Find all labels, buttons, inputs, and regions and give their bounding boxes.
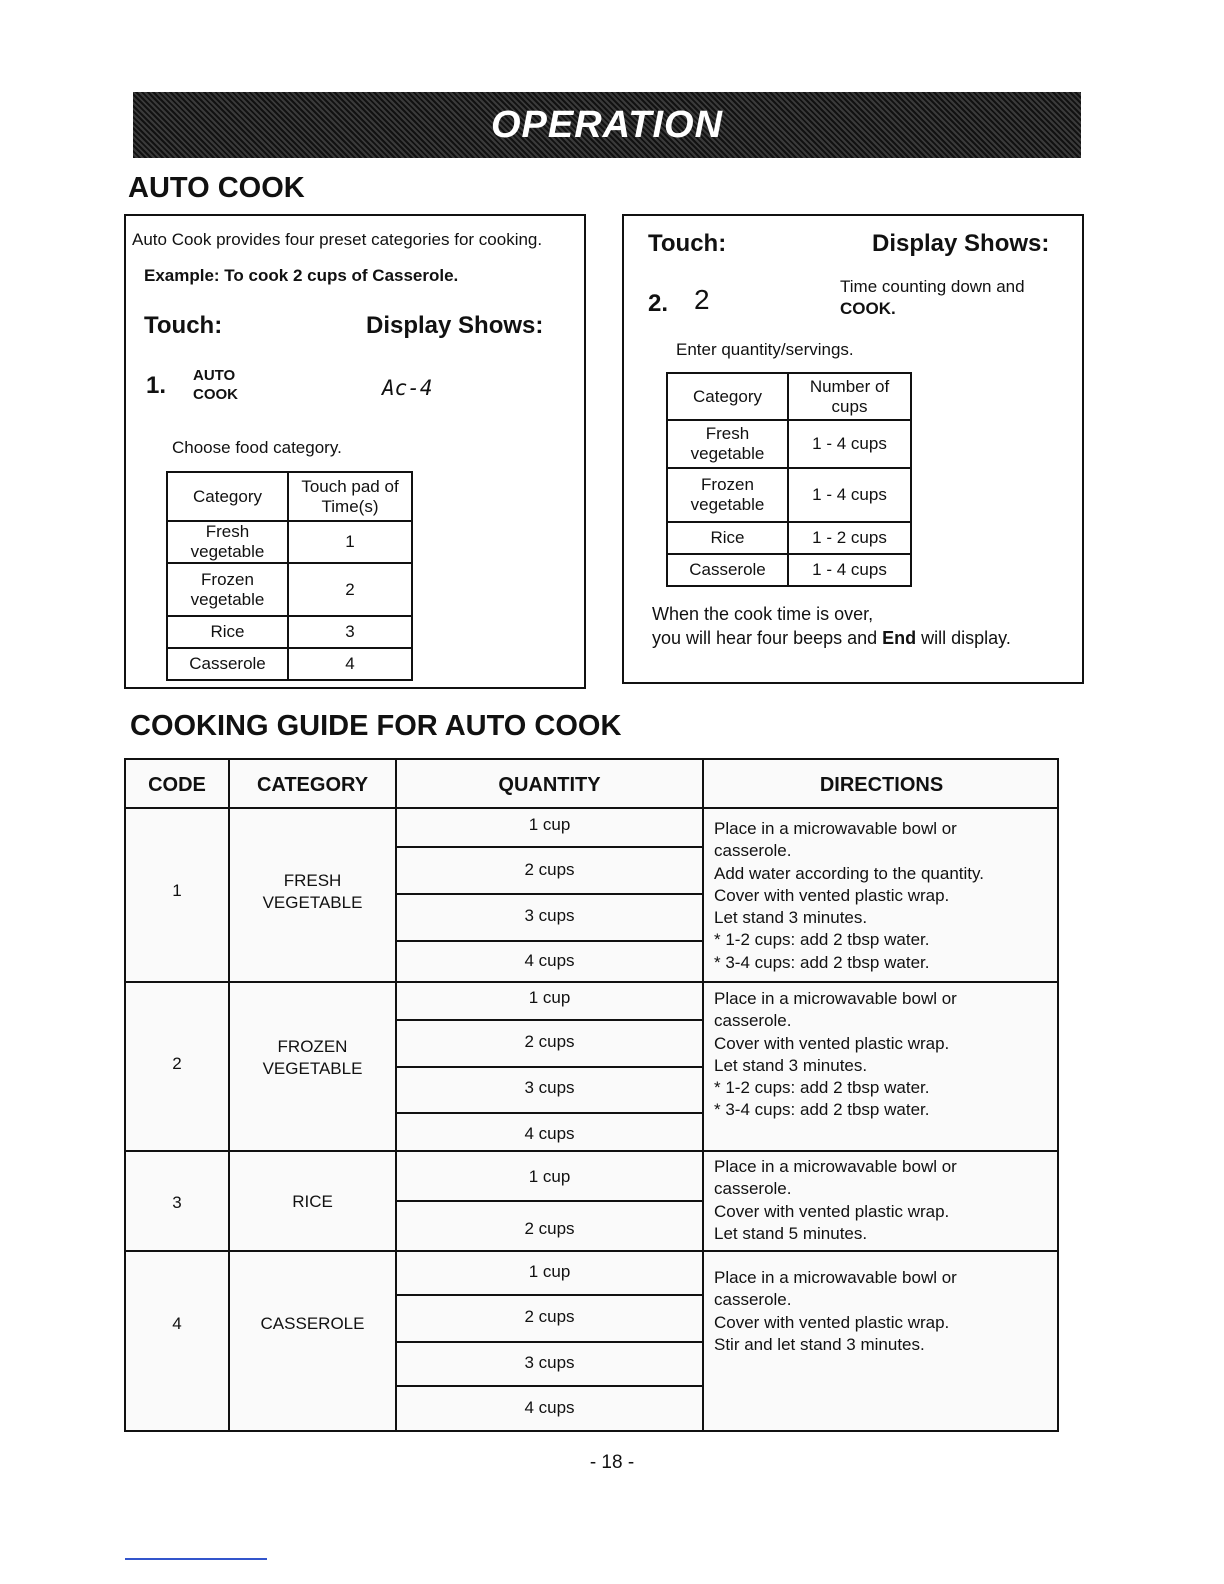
table-header: Category xyxy=(167,472,288,521)
end-message-pre: you will hear four beeps and xyxy=(652,628,883,648)
quantity-divider xyxy=(396,1341,702,1343)
category-line: CASSEROLE xyxy=(260,1314,365,1333)
direction-line: Place in a microwavable bowl or xyxy=(714,1157,957,1176)
direction-line: * 3-4 cups: add 2 tbsp water. xyxy=(714,952,930,972)
step2-number: 2. xyxy=(648,290,669,317)
quantity-cell: 2 cups xyxy=(524,860,575,879)
page-number: - 18 - xyxy=(589,1452,635,1473)
directions-cell xyxy=(714,1156,957,1245)
quantity-divider xyxy=(396,846,702,848)
auto-cook-key-line1: AUTO xyxy=(193,367,236,384)
quantity-divider xyxy=(396,1385,702,1387)
header-code: CODE xyxy=(148,774,206,796)
quantity-divider xyxy=(396,1019,702,1021)
quantity-cell: 3 cups xyxy=(524,906,575,925)
quantity-cell: 4 cups xyxy=(524,1124,575,1143)
header-quantity: QUANTITY xyxy=(498,774,601,796)
auto-cook-key xyxy=(193,366,238,404)
quantity-divider xyxy=(396,940,702,942)
quantity-cell: 4 cups xyxy=(524,1398,575,1417)
table-cell: Frozen vegetable xyxy=(667,468,788,522)
table-cell: 1 xyxy=(288,521,412,563)
direction-line: Add water according to the quantity. xyxy=(714,863,984,883)
category-line: FRESH xyxy=(283,871,342,890)
category-line: FROZEN xyxy=(277,1037,348,1056)
choose-category-text: Choose food category. xyxy=(172,438,342,457)
category-touchpad-table xyxy=(166,471,413,681)
example-text: Example: To cook 2 cups of Casserole. xyxy=(144,266,459,285)
table-cell: Frozen vegetable xyxy=(167,563,288,616)
category-line: RICE xyxy=(292,1192,333,1211)
table-header: Category xyxy=(667,373,788,420)
table-cell: Rice xyxy=(167,616,288,648)
direction-line: casserole. xyxy=(714,1290,792,1310)
directions-cell xyxy=(714,1267,957,1356)
direction-line: Cover with vented plastic wrap. xyxy=(714,1201,950,1221)
step2-key: 2 xyxy=(694,284,710,315)
quantity-divider xyxy=(396,1200,702,1202)
quantity-divider xyxy=(396,1066,702,1068)
category-cups-table xyxy=(666,372,912,587)
quantity-cell: 2 cups xyxy=(524,1219,575,1238)
table-cell: 2 xyxy=(288,563,412,616)
code-cell: 4 xyxy=(172,1314,182,1333)
header-category: CATEGORY xyxy=(256,774,369,796)
quantity-cell: 1 cup xyxy=(528,815,571,834)
quantity-cell: 1 cup xyxy=(528,1167,571,1186)
directions-cell xyxy=(714,988,957,1122)
intro-text: Auto Cook provides four preset categories for cooking. xyxy=(132,230,543,249)
end-message-line1: When the cook time is over, xyxy=(652,604,874,624)
footer-rule xyxy=(125,1558,267,1560)
guide-title: COOKING GUIDE FOR AUTO COOK xyxy=(130,710,622,742)
quantity-cell: 3 cups xyxy=(524,1078,575,1097)
direction-line: Place in a microwavable bowl or xyxy=(714,819,957,838)
table-cell: Rice xyxy=(667,522,788,554)
touch-header: Touch: xyxy=(648,230,727,257)
category-line: VEGETABLE xyxy=(262,1059,363,1078)
table-header: Number of cups xyxy=(788,373,911,420)
direction-line: casserole. xyxy=(714,841,792,861)
step2-display-line1: Time counting down and xyxy=(840,277,1025,296)
quantity-cell: 2 cups xyxy=(524,1032,575,1051)
table-cell: 3 xyxy=(288,616,412,648)
category-line: VEGETABLE xyxy=(262,893,363,912)
category-cell xyxy=(230,1191,395,1213)
enter-quantity-text: Enter quantity/servings. xyxy=(676,340,854,359)
end-keyword: End xyxy=(882,628,917,648)
display-header: Display Shows: xyxy=(872,230,1050,257)
direction-line: Let stand 5 minutes. xyxy=(714,1223,868,1243)
table-cell: 1 - 2 cups xyxy=(788,522,911,554)
quantity-divider xyxy=(396,1294,702,1296)
touch-header: Touch: xyxy=(144,312,223,339)
table-cell: Casserole xyxy=(667,554,788,586)
quantity-cell: 1 cup xyxy=(528,1262,571,1281)
table-header: Touch pad of Time(s) xyxy=(288,472,412,521)
direction-line: Cover with vented plastic wrap. xyxy=(714,1312,950,1332)
table-cell: 1 - 4 cups xyxy=(788,420,911,468)
section-title: AUTO COOK xyxy=(128,172,305,204)
direction-line: Place in a microwavable bowl or xyxy=(714,1268,957,1287)
direction-line: * 3-4 cups: add 2 tbsp water. xyxy=(714,1100,930,1120)
end-message xyxy=(652,602,1011,650)
quantity-cell: 3 cups xyxy=(524,1353,575,1372)
row-divider xyxy=(126,981,1057,983)
header-directions: DIRECTIONS xyxy=(819,774,944,796)
direction-line: Stir and let stand 3 minutes. xyxy=(714,1334,925,1354)
end-message-post: will display. xyxy=(916,628,1011,648)
column-divider xyxy=(702,760,704,1430)
table-cell: Fresh vegetable xyxy=(167,521,288,563)
code-cell: 3 xyxy=(172,1193,182,1212)
step2-display-line2: COOK. xyxy=(840,299,896,318)
banner-title: OPERATION xyxy=(490,103,724,146)
auto-cook-key-line2: COOK xyxy=(193,386,238,403)
header-divider xyxy=(126,807,1057,809)
end-message-line2 xyxy=(652,626,1011,650)
direction-line: Cover with vented plastic wrap. xyxy=(714,1033,950,1053)
direction-line: Let stand 3 minutes. xyxy=(714,908,868,928)
direction-line: casserole. xyxy=(714,1179,792,1199)
quantity-divider xyxy=(396,893,702,895)
table-cell: Casserole xyxy=(167,648,288,680)
code-cell: 2 xyxy=(172,1054,182,1073)
step1-number: 1. xyxy=(146,372,167,399)
direction-line: Place in a microwavable bowl or xyxy=(714,989,957,1008)
quantity-divider xyxy=(396,1112,702,1114)
category-cell xyxy=(230,1313,395,1335)
quantity-cell: 4 cups xyxy=(524,951,575,970)
direction-line: Cover with vented plastic wrap. xyxy=(714,885,950,905)
direction-line: Let stand 3 minutes. xyxy=(714,1055,868,1075)
step1-display: Ac-4 xyxy=(382,376,433,400)
step2-display xyxy=(840,276,1025,320)
auto-cook-step1-box xyxy=(124,214,586,689)
row-divider xyxy=(126,1150,1057,1152)
table-cell: 4 xyxy=(288,648,412,680)
category-cell xyxy=(230,870,395,914)
operation-banner xyxy=(133,92,1081,158)
direction-line: * 1-2 cups: add 2 tbsp water. xyxy=(714,1078,930,1098)
category-cell xyxy=(230,1036,395,1080)
direction-line: casserole. xyxy=(714,1011,792,1031)
cooking-guide-table xyxy=(124,758,1059,1432)
direction-line: * 1-2 cups: add 2 tbsp water. xyxy=(714,930,930,950)
row-divider xyxy=(126,1250,1057,1252)
directions-cell xyxy=(714,818,984,974)
auto-cook-step2-box xyxy=(622,214,1084,684)
display-header: Display Shows: xyxy=(366,312,544,339)
table-cell: Fresh vegetable xyxy=(667,420,788,468)
quantity-cell: 1 cup xyxy=(528,988,571,1007)
table-cell: 1 - 4 cups xyxy=(788,468,911,522)
code-cell: 1 xyxy=(172,881,182,900)
table-cell: 1 - 4 cups xyxy=(788,554,911,586)
quantity-cell: 2 cups xyxy=(524,1307,575,1326)
